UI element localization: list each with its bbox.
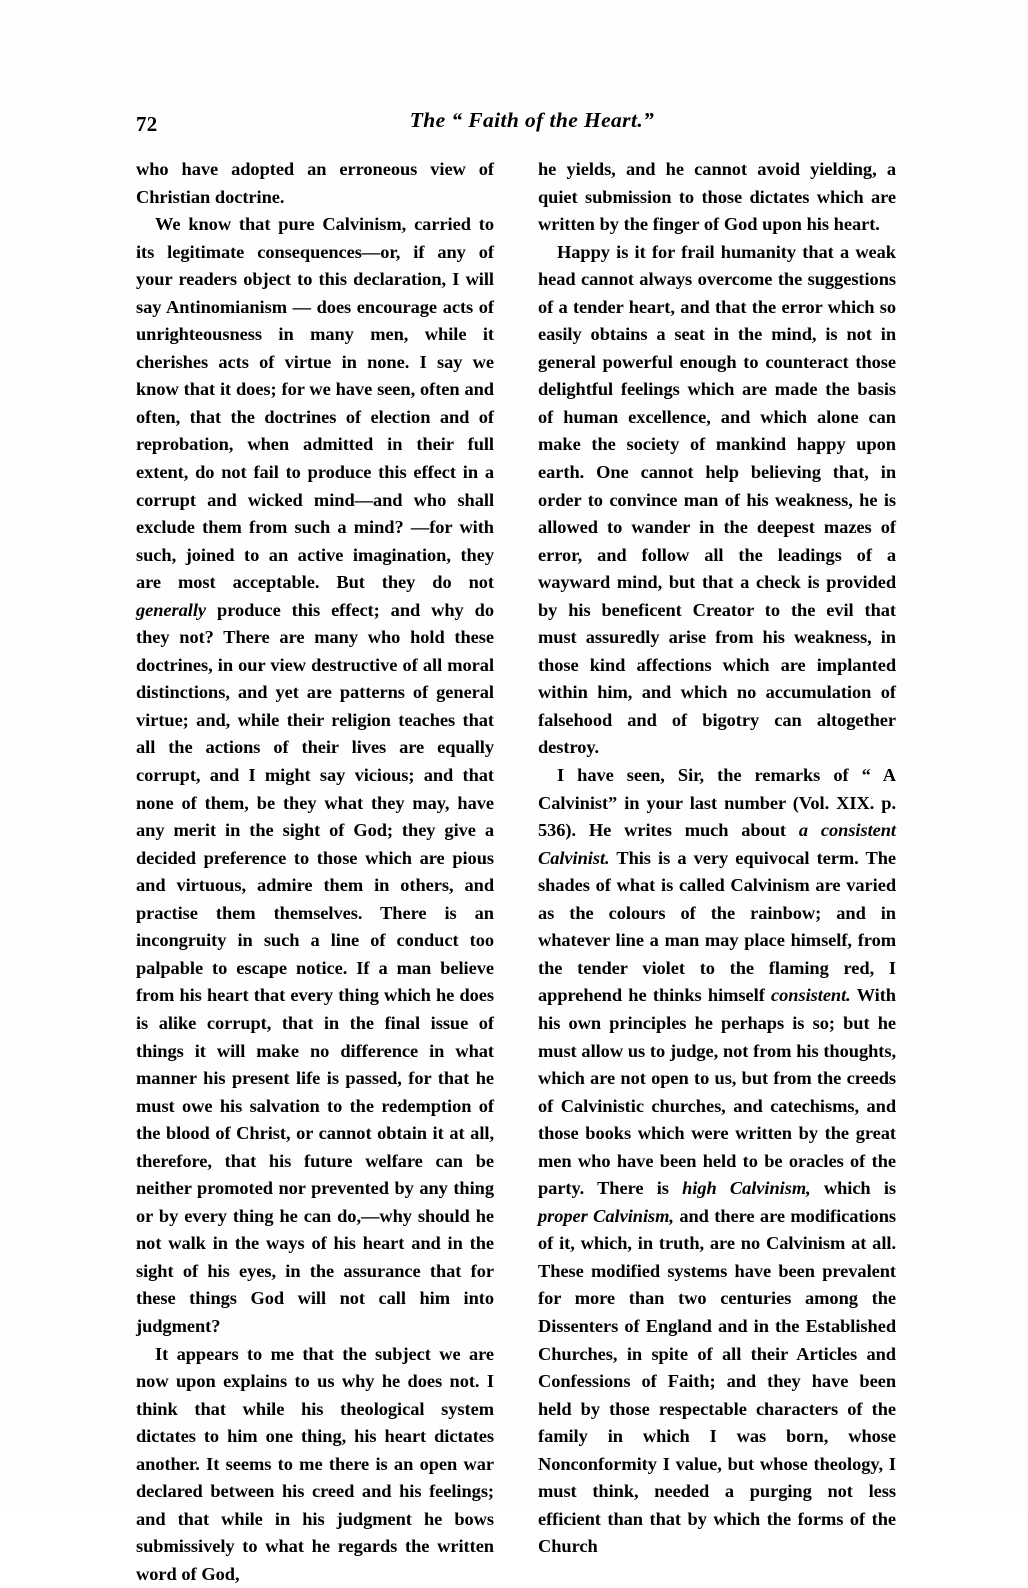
paragraph [538,762,896,1561]
paragraph: who have adopted an erroneous view of Christian doctrine. [136,159,494,207]
running-head [136,108,892,142]
paragraph-text: I have seen, Sir, the remarks of “ A Calvinist” in your last number (Vol. XIX. p. 536). He writes much about [538,765,896,841]
body-columns [136,156,896,1584]
paragraph-text: produce this effect; and why do they not? There are many who hold these doctrines, in our view destructive of all moral distinctions, and yet are patterns of general virtue; and, while their religion teaches that all the actions of their lives are equally corrupt, and I might say vicious; and that none of them, be they what they may, have any merit in the sight of God; they give a decided preference to those which are pious and virtuous, admire them in others, and practise them themselves. There is an incongruity in such a line of conduct too palpable to escape notice. If a man believe from his heart that every thing which he does is alike corrupt, that in the final issue of things it will make no difference in what manner his present life is passed, for that he must owe his salvation to the redemption of the blood of Christ, or cannot obtain it at all, therefore, that his future welfare can be neither promoted nor prevented by any thing or by every thing he can do,—why should he not walk in the ways of his heart and in the sight of his eyes, in the assurance that for these things God will not call him into judgment? [136,599,494,1336]
paragraph-text: With his own principles he perhaps is so; but he must allow us to judge, not from his thoughts, which are not open to us, but from the creeds of Calvinistic churches, and catechisms, and those books which were written by the great men who have been held to be oracles of the party. There is [538,985,896,1199]
running-title: The “ Faith of the Heart.” [409,108,655,132]
emphasis: a consistent Calvinist. [538,820,896,868]
paragraph: Happy is it for frail humanity that a weak head cannot always overcome the suggestions of a tender heart, and that the error which so easily obtains a seat in the mind, is not in general powerful enough to counteract those delightful feelings which are made the basis of human excellence, and which alone can make the society of mankind happy upon earth. One cannot help believing that, in order to convince man of his weakness, he is allowed to wander in the deepest mazes of error, and follow all the leadings of a wayward mind, but that a check is provided by his beneficent Creator to the evil that must assuredly arise from his weakness, in those kind affections which are implanted within him, and which no accumulation of falsehood and of bigotry can altogether destroy. [538,241,896,758]
emphasis: high Calvinism, [682,1178,811,1199]
paragraph: It appears to me that the subject we are now upon explains to us why he does not. I think that while his theological system dictates to him one thing, his heart dictates another. It seems to me there is an open war declared between his creed and his feelings; and that while in his judgment he bows submissively to what he regards the written word of God, [136,1343,494,1584]
paragraph: he yields, and he cannot avoid yielding, a quiet submission to those dictates which are written by the finger of God upon his heart. [538,159,896,235]
emphasis: proper Calvinism, [538,1205,674,1226]
left-column [136,156,494,1584]
right-column [538,156,896,1557]
paragraph-text: We know that pure Calvinism, carried to its legitimate consequences—or, if any of your readers object to this declaration, I will say Antinomianism — does encourage acts of unrighteousness in many men, while it cherishes acts of virtue in none. I say we know that it does; for we have seen, often and often, that the doctrines of election and of reprobation, when admitted in their full extent, do not fail to produce this effect in a corrupt and wicked mind—and who shall exclude them from such a mind? —for with such, joined to an active imagination, they are most acceptable. But they do not [136,214,494,593]
page-number: 72 [136,112,158,136]
emphasis: generally [136,599,207,620]
paragraph-text: This is a very equivocal term. The shades of what is called Calvinism are varied as the colours of the rainbow; and in whatever line a man may place himself, from the tender violet to the flaming red, I apprehend he thinks himself [538,847,896,1006]
emphasis: consistent. [771,985,851,1006]
paragraph-text: and there are modifications of it, which, in truth, are no Calvinism at all. These modified systems have been prevalent for more than two centuries among the Dissenters of England and in the Established Churches, in spite of all their Articles and Confessions of Faith; and they have been held by those respectable characters of the family in which I was born, whose Nonconformity I value, but whose theology, I must think, needed a purging not less efficient than that by which the forms of the Church [538,1205,896,1557]
paragraph [136,211,494,1340]
paragraph-text: which is [810,1178,896,1199]
